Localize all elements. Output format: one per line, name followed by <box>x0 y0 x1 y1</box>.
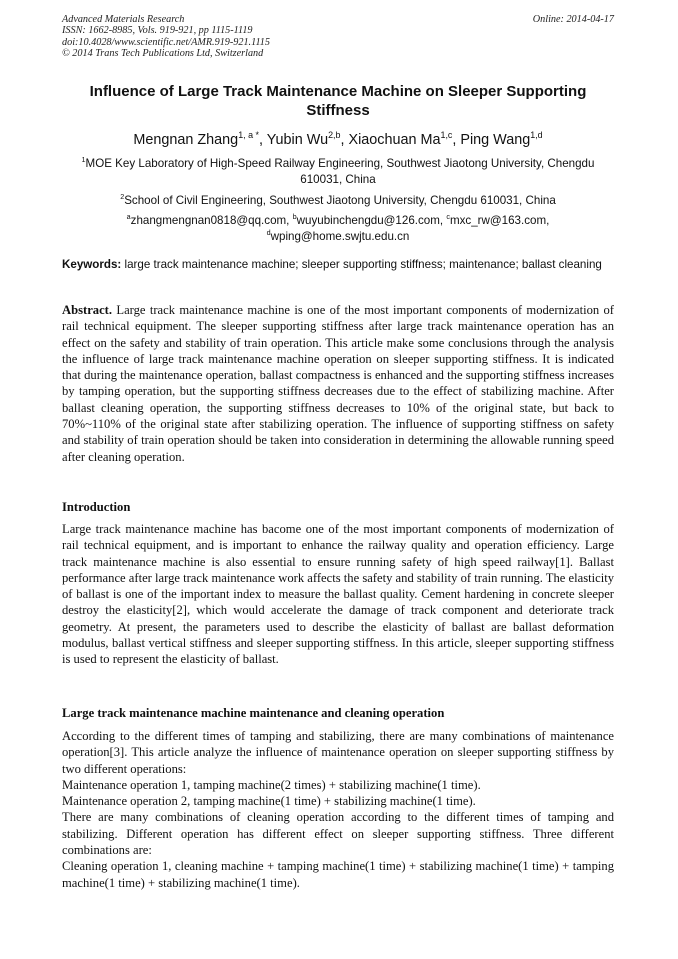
keywords-text: large track maintenance machine; sleeper supporting stiffness; maintenance; ballast cleaning <box>124 258 602 271</box>
author: Mengnan Zhang$^{1, a *}$, <box>133 130 267 148</box>
keywords <box>62 257 614 272</box>
paper-title: Influence of Large Track Maintenance Machine on Sleeper Supporting Stiffness <box>89 83 587 119</box>
keywords-label: Keywords: <box>62 258 122 271</box>
abstract-label: Abstract. <box>62 303 113 317</box>
introduction-heading: Introduction <box>62 500 131 514</box>
author-emails: $^a$zhangmengnan0818@qq.com, $^b$wuyubinchengdu@126.com, $^c$mxc_rw@163.com, $^d$wping@home.swjtu.edu.cn <box>126 212 550 243</box>
maintenance-operation-1: Maintenance operation 1, tamping machine(2 times) + stabilizing machine(1 time). <box>62 777 481 792</box>
section-heading: Large track maintenance machine maintenance and cleaning operation <box>62 706 445 720</box>
journal-name: Advanced Materials Research <box>62 14 185 25</box>
issn-line: ISSN: 1662-8985, Vols. 919-921, pp 1115-1119 <box>62 25 253 37</box>
section-paragraph-2: There are many combinations of cleaning operation according to the different times of tamping and stabilizing. Different operation has different effect on sleeper supporting stiffness. Three different combinations are: <box>62 810 614 858</box>
author-list <box>62 131 614 149</box>
abstract-text: Large track maintenance machine is one of the most important components of modernization of rail technical equipment. The sleeper supporting stiffness after large track maintenance operation has an effect on the safety and stability of train operation. This article make some conclusions through the analysis the influence of large track maintenance machine operation on sleeper supporting stiffness. It is indicated that during the maintenance operation, ballast compactness is enhanced and the supporting stiffness increases by tamping operation, but the supporting stiffness decreases due to the effect of stabilizing machine. After ballast cleaning operation, the supporting stiffness decreases to 10% of the original state, but back to 70%~110% of the original state after stabilizing operation. The influence of supporting stiffness on safety and stability of train operation should be taken into consideration in determining the allowable running speed after cleaning operation. <box>62 303 614 464</box>
journal-header <box>62 14 614 60</box>
abstract <box>62 302 614 465</box>
cleaning-operation-1: Cleaning operation 1, cleaning machine + tamping machine(1 time) + stabilizing machine(1 time) + tamping machine(1 time) + stabilizing machine(1 time). <box>62 859 614 890</box>
affiliation-2: $^2$School of Civil Engineering, Southwest Jiaotong University, Chengdu 610031, China <box>120 192 556 207</box>
author: Yubin Wu$^{2,b}$, <box>266 130 349 148</box>
maintenance-operation-2: Maintenance operation 2, tamping machine(1 time) + stabilizing machine(1 time). <box>62 794 476 809</box>
affiliation-1: $^1$MOE Key Laboratory of High-Speed Railway Engineering, Southwest Jiaotong University, Chengdu 610031, China <box>81 155 595 186</box>
copyright-line: © 2014 Trans Tech Publications Ltd, Switzerland <box>62 48 264 60</box>
author: Xiaochuan Ma$^{1,c}$, <box>348 130 461 148</box>
online-date: Online: 2014-04-17 <box>532 14 614 25</box>
introduction-section <box>62 499 614 668</box>
introduction-text: Large track maintenance machine has bacome one of the most important components of modernization of rail technical equipment, and is important to enhance the railway quality and operation efficiency. Large track maintenance machine is also essential to ensure running safety of high speed railway[1]. Ballast performance after large track maintenance work affects the safety and stability of train running. The elasticity of ballast is one of the important index to measure the ballast quality. Cement hardening in concrete sleeper destroy the elasticity[2], which would accelerate the damage of track component and deteriorate track geometry. At present, the parameters used to describe the elasticity of ballast are ballast deformation modulus, ballast vertical stiffness and sleeper supporting stiffness. In this article, sleeper supporting stiffness is used to represent the elasticity of ballast. <box>62 522 614 667</box>
maintenance-section <box>62 705 614 891</box>
section-paragraph-1: According to the different times of tamping and stabilizing, there are many combinations of maintenance operation[3]. This article analyze the influence of maintenance operation on sleeper supporting stiffness by two different operations: <box>62 729 614 776</box>
doi-line: doi:10.4028/www.scientific.net/AMR.919-921.1115 <box>62 36 270 48</box>
author: Ping Wang$^{1,d}$ <box>460 130 543 148</box>
